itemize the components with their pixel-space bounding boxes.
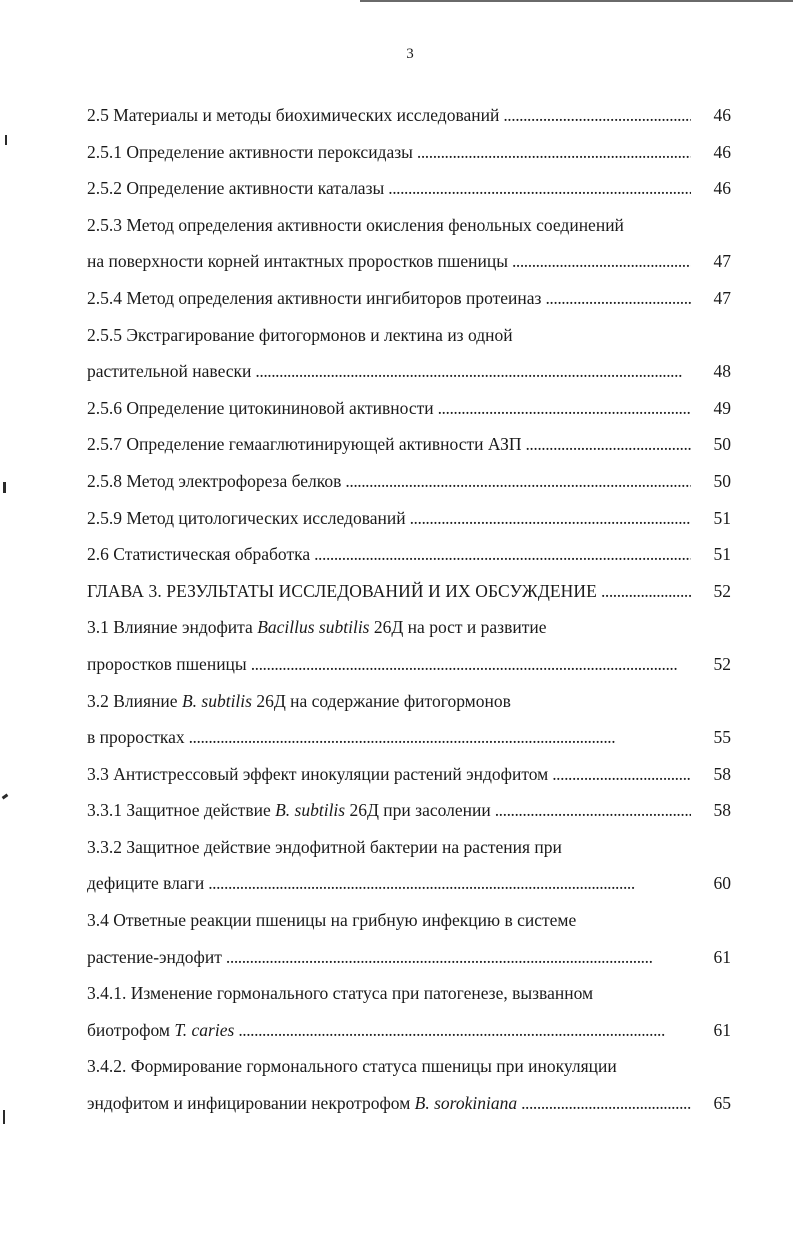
toc-entry-page: 61 — [713, 946, 731, 967]
toc-entry-title-line1 — [87, 609, 547, 646]
toc-entry-title: 2.5.4 Метод определения активности ингибиторов протеиназ — [87, 287, 542, 308]
dot-leader — [341, 463, 691, 500]
toc-entry-page: 48 — [713, 361, 731, 382]
dot-leader — [491, 792, 691, 829]
toc-entry-title-line2: проростков пшеницы — [87, 653, 247, 674]
toc-entry-title: 2.5.1 Определение активности пероксидазы — [87, 141, 413, 162]
dot-leader — [384, 170, 691, 207]
toc-chapter-title: ГЛАВА 3. РЕЗУЛЬТАТЫ ИССЛЕДОВАНИЙ И ИХ ОБСУЖДЕНИЕ — [87, 580, 597, 601]
toc-entry-page: 47 — [713, 287, 731, 308]
toc-entry-title-line1: 2.5.5 Экстрагирование фитогормонов и лектина из одной — [87, 324, 513, 345]
toc-entry-title: 2.6 Статистическая обработка — [87, 544, 311, 565]
toc-entry-page: 46 — [713, 105, 731, 125]
title-part: 26Д на рост и развитие — [369, 617, 547, 638]
dot-leader — [413, 134, 691, 171]
toc-entry-page: 46 — [713, 141, 731, 162]
dot-leader — [508, 243, 691, 280]
toc-entry-2-5-8[interactable] — [87, 463, 731, 500]
dot-leader — [541, 280, 691, 317]
toc-entry-3-4[interactable] — [87, 902, 731, 975]
title-part: эндофитом и инфицировании некротрофом — [87, 1093, 415, 1114]
toc-entry-page: 51 — [713, 544, 731, 565]
toc-entry-page: 52 — [713, 580, 731, 601]
toc-entry-3-3-1[interactable] — [87, 792, 731, 829]
toc-entry-page: 55 — [713, 727, 731, 748]
toc-entry-2-5-6[interactable] — [87, 390, 731, 427]
table-of-contents — [87, 97, 731, 1122]
toc-entry-page: 47 — [713, 251, 731, 272]
toc-entry-page: 65 — [713, 1093, 731, 1114]
toc-entry-title: 2.5.6 Определение цитокининовой активности — [87, 397, 434, 418]
dot-leader — [247, 646, 691, 683]
toc-entry-page: 52 — [713, 653, 731, 674]
toc-entry-title-line2: в проростках — [87, 727, 185, 748]
dot-leader — [499, 97, 691, 134]
species-name: Bacillus subtilis — [257, 617, 370, 638]
scan-mark — [3, 1110, 5, 1124]
dot-leader — [222, 939, 691, 976]
dot-leader — [434, 390, 691, 427]
toc-entry-page: 58 — [713, 763, 731, 784]
title-part: 26Д при засолении — [345, 800, 491, 821]
toc-entry-title: 3.3 Антистрессовый эффект инокуляции растений эндофитом — [87, 763, 549, 784]
toc-entry-title-line1: 3.3.2 Защитное действие эндофитной бактерии на растения при — [87, 836, 562, 857]
scan-mark — [3, 482, 6, 493]
toc-entry-title-line1: 3.4.2. Формирование гормонального статуса пшеницы при инокуляции — [87, 1056, 617, 1077]
dot-leader — [185, 719, 691, 756]
toc-entry-3-3-2[interactable] — [87, 829, 731, 902]
toc-entry-page: 50 — [713, 434, 731, 455]
title-part: биотрофом — [87, 1019, 175, 1040]
species-name: B. subtilis — [275, 800, 346, 821]
title-part: 3.3.1 Защитное действие — [87, 800, 276, 821]
dot-leader — [406, 500, 691, 537]
dot-leader — [597, 573, 691, 610]
toc-entry-title: 2.5.2 Определение активности каталазы — [87, 178, 385, 199]
toc-entry-title — [87, 792, 491, 829]
toc-entry-page: 49 — [713, 397, 731, 418]
toc-entry-3-1[interactable] — [87, 609, 731, 682]
toc-entry-2-5-4[interactable] — [87, 280, 731, 317]
scan-mark — [2, 794, 9, 800]
toc-entry-page: 58 — [713, 800, 731, 821]
toc-entry-title-line1: 3.4 Ответные реакции пшеницы на грибную инфекцию в системе — [87, 910, 577, 931]
toc-entry-3-4-2[interactable] — [87, 1048, 731, 1121]
scan-top-border — [360, 0, 793, 2]
toc-entry-title: 2.5 Материалы и методы биохимических исследований — [87, 105, 500, 125]
species-name: T. caries — [174, 1019, 235, 1040]
title-part: 3.2 Влияние — [87, 690, 182, 711]
species-name: B. subtilis — [181, 690, 252, 711]
toc-entry-title-line2: дефиците влаги — [87, 873, 205, 894]
toc-entry-2-5-5[interactable] — [87, 317, 731, 390]
dot-leader — [310, 536, 691, 573]
dot-leader — [204, 865, 691, 902]
toc-entry-page: 50 — [713, 470, 731, 491]
toc-entry-2-5-1[interactable] — [87, 134, 731, 171]
toc-entry-2-6[interactable] — [87, 536, 731, 573]
toc-entry-title: 2.5.7 Определение гемааглютинирующей активности АЗП — [87, 434, 522, 455]
toc-entry-page: 51 — [713, 507, 731, 528]
title-part: 3.1 Влияние эндофита — [87, 617, 258, 638]
toc-entry-title-line2: на поверхности корней интактных проростков пшеницы — [87, 251, 508, 272]
dot-leader — [234, 1012, 691, 1049]
page-number: 3 — [406, 46, 414, 62]
toc-entry-title-line1: 3.4.1. Изменение гормонального статуса при патогенезе, вызванном — [87, 983, 594, 1004]
toc-entry-title: 2.5.9 Метод цитологических исследований — [87, 507, 406, 528]
toc-entry-2-5-7[interactable] — [87, 426, 731, 463]
toc-entry-2-5[interactable] — [87, 97, 731, 134]
toc-entry-chapter-3[interactable] — [87, 573, 731, 610]
toc-entry-3-4-1[interactable] — [87, 975, 731, 1048]
toc-entry-2-5-2[interactable] — [87, 170, 731, 207]
toc-entry-title-line2: растительной навески — [87, 361, 252, 382]
toc-entry-page: 60 — [713, 873, 731, 894]
toc-entry-title-line1 — [87, 683, 511, 720]
toc-entry-page: 61 — [713, 1019, 731, 1040]
toc-entry-title-line2: растение-эндофит — [87, 946, 222, 967]
toc-entry-page: 46 — [713, 178, 731, 199]
toc-entry-3-3[interactable] — [87, 756, 731, 793]
title-part: 26Д на содержание фитогормонов — [251, 690, 511, 711]
toc-entry-title-line2 — [87, 1085, 517, 1122]
dot-leader — [521, 426, 691, 463]
toc-entry-2-5-3[interactable] — [87, 207, 731, 280]
scan-mark — [5, 135, 7, 145]
toc-entry-title-line1: 2.5.3 Метод определения активности окисления фенольных соединений — [87, 214, 624, 235]
dot-leader — [517, 1085, 691, 1122]
toc-entry-2-5-9[interactable] — [87, 500, 731, 537]
dot-leader — [548, 756, 691, 793]
species-name: B. sorokiniana — [414, 1093, 518, 1114]
toc-entry-3-2[interactable] — [87, 683, 731, 756]
toc-entry-title-line2 — [87, 1012, 234, 1049]
toc-entry-title: 2.5.8 Метод электрофореза белков — [87, 470, 342, 491]
dot-leader — [251, 353, 691, 390]
